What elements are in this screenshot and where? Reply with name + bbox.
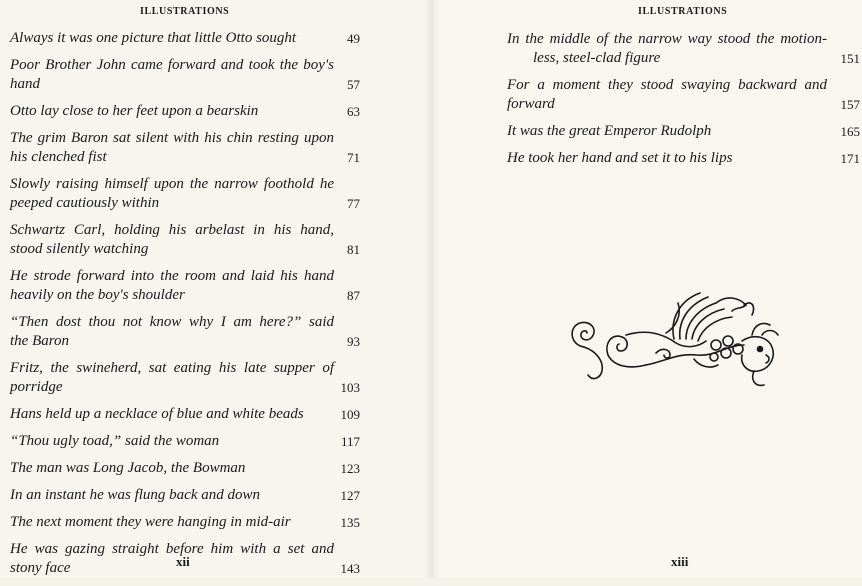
caption-line: In the middle of the narrow way stood the motion- (507, 31, 827, 47)
illustration-caption (10, 175, 334, 213)
illustration-caption (10, 221, 334, 259)
illustration-entry (10, 459, 360, 478)
illustration-caption (10, 513, 334, 532)
illustration-caption (10, 459, 334, 478)
illustration-caption (507, 30, 827, 68)
caption-line: stony face (10, 560, 71, 576)
caption-line: heavily on the boy's shoulder (10, 287, 185, 303)
illustration-page-number: 77 (347, 196, 360, 211)
illustration-caption (10, 267, 334, 305)
illustration-entry (507, 30, 860, 68)
illustration-page-number: 143 (340, 561, 360, 576)
caption-line: For a moment they stood swaying backward and (507, 77, 827, 93)
illustration-caption (507, 76, 827, 114)
caption-line: The next moment they were hanging in mid-air (10, 514, 291, 530)
caption-line: He took her hand and set it to his lips (507, 150, 733, 166)
illustration-page-number: 49 (347, 31, 360, 46)
illustration-entry (507, 76, 860, 114)
page-number-folio: xii (176, 554, 190, 569)
illustration-caption (10, 486, 334, 505)
illustration-entry (10, 267, 360, 305)
caption-line: the Baron (10, 333, 70, 349)
caption-line: Poor Brother John came forward and took the boy's (10, 57, 334, 73)
illustration-entry (10, 129, 360, 167)
illustration-page-number: 63 (347, 104, 360, 119)
illustration-entry (10, 432, 360, 451)
caption-line: Always it was one picture that little Otto sought (10, 30, 297, 46)
illustration-page-number: 123 (340, 461, 360, 476)
illustration-caption (10, 313, 334, 351)
illustration-page-number: 81 (347, 242, 360, 257)
illustration-page-number: 151 (840, 51, 860, 66)
caption-line: peeped cautiously within (10, 195, 160, 211)
illustration-entry (507, 122, 860, 141)
caption-line: his clenched fist (10, 149, 107, 165)
illustration-page-number: 157 (840, 97, 860, 112)
illustration-entry (10, 513, 360, 532)
left-page (0, 0, 431, 578)
caption-line: Slowly raising himself upon the narrow foothold he (10, 176, 334, 192)
illustration-page-number: 71 (347, 150, 360, 165)
caption-line: “Then dost thou not know why I am here?” said (10, 314, 334, 330)
caption-line: Hans held up a necklace of blue and white beads (10, 406, 304, 422)
illustration-caption (10, 359, 334, 397)
illustration-caption (10, 129, 334, 167)
illustration-caption (10, 56, 334, 94)
illustration-caption (10, 102, 334, 121)
illustration-page-number: 117 (340, 434, 360, 449)
page-header: ILLUSTRATIONS (140, 6, 230, 17)
book-gutter (424, 0, 440, 578)
illustration-entry (10, 102, 360, 121)
caption-line: He strode forward into the room and laid his hand (10, 268, 334, 284)
caption-line: It was the great Emperor Rudolph (507, 123, 712, 139)
caption-line: hand (10, 76, 40, 92)
illustrations-list (10, 29, 360, 586)
caption-line: He was gazing straight before him with a set and (10, 541, 334, 557)
illustration-caption (10, 540, 334, 578)
illustration-caption (10, 29, 334, 48)
illustration-page-number: 93 (347, 334, 360, 349)
caption-line: Schwartz Carl, holding his arbelast in his hand, (10, 222, 334, 238)
illustration-page-number: 171 (840, 151, 860, 166)
illustration-entry (10, 175, 360, 213)
caption-line: porridge (10, 379, 63, 395)
caption-line: stood silently watching (10, 241, 149, 257)
illustration-entry (10, 221, 360, 259)
right-page (431, 0, 862, 578)
illustration-entry (10, 29, 360, 48)
illustration-page-number: 57 (347, 77, 360, 92)
illustration-entry (10, 313, 360, 351)
griffin-scroll-ornament (566, 285, 781, 395)
caption-line: Otto lay close to her feet upon a bearskin (10, 103, 259, 119)
illustration-entry (10, 56, 360, 94)
illustration-page-number: 109 (340, 407, 360, 422)
illustration-page-number: 165 (840, 124, 860, 139)
illustration-entry (507, 149, 860, 168)
illustrations-list (507, 30, 860, 176)
illustration-caption (10, 432, 334, 451)
illustration-page-number: 103 (340, 380, 360, 395)
caption-line: Fritz, the swineherd, sat eating his late supper of (10, 360, 334, 376)
page-number-folio: xiii (671, 554, 689, 569)
caption-line: In an instant he was flung back and down (10, 487, 260, 503)
caption-line: The man was Long Jacob, the Bowman (10, 460, 246, 476)
caption-line: less, steel-clad figure (533, 50, 661, 66)
illustration-caption (10, 405, 334, 424)
illustration-page-number: 135 (340, 515, 360, 530)
page-header: ILLUSTRATIONS (638, 6, 728, 17)
illustration-page-number: 127 (340, 488, 360, 503)
illustration-caption (507, 149, 827, 168)
illustration-entry (10, 405, 360, 424)
illustration-entry (10, 359, 360, 397)
caption-line: The grim Baron sat silent with his chin resting upon (10, 130, 334, 146)
illustration-page-number: 87 (347, 288, 360, 303)
caption-line: forward (507, 96, 555, 112)
illustration-caption (507, 122, 827, 141)
illustration-entry (10, 486, 360, 505)
caption-line: “Thou ugly toad,” said the woman (10, 433, 220, 449)
